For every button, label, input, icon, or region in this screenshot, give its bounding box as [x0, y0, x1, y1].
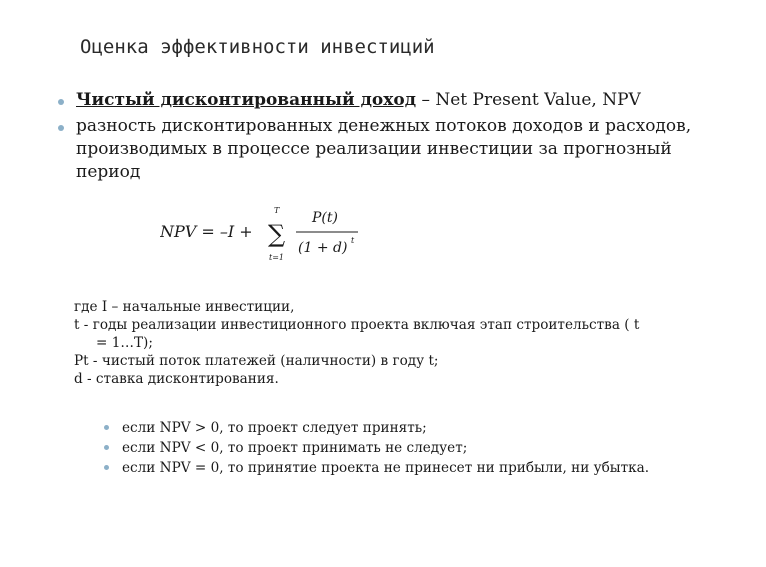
where-line: где I – начальные инвестиции, — [74, 299, 295, 315]
npv-formula — [160, 205, 360, 265]
npv-definition — [76, 115, 691, 184]
definition-line: производимых в процессе реализации инвестиции за прогнозный — [76, 139, 672, 159]
rule-text: если NPV = 0, то принятие проекта не принесет ни прибыли, ни убытка. — [122, 460, 650, 476]
bullet-marker — [58, 99, 64, 105]
sum-symbol: ∑ — [268, 220, 286, 248]
rule-item — [104, 418, 649, 438]
rule-item — [104, 438, 649, 458]
bullet-marker — [104, 445, 109, 450]
decision-rules — [104, 418, 649, 478]
rule-text: если NPV < 0, то проект принимать не следует; — [122, 440, 468, 456]
bullet-marker — [104, 465, 109, 470]
npv-heading-rest: – Net Present Value, NPV — [416, 90, 641, 110]
npv-heading — [76, 89, 641, 112]
formula-exponent: t — [351, 236, 355, 245]
where-line: = 1…T); — [96, 335, 153, 351]
formula-denominator: (1 + d) — [298, 240, 348, 256]
bullet-marker — [58, 125, 64, 131]
rule-text: если NPV > 0, то проект следует принять; — [122, 420, 427, 436]
formula-sum-top: T — [274, 206, 280, 215]
bullet-marker — [104, 425, 109, 430]
definition-line: период — [76, 162, 141, 182]
npv-heading-term: Чистый дисконтированный доход — [76, 90, 417, 110]
where-line: d - ставка дисконтирования. — [74, 371, 279, 387]
formula-sum-bottom: t=1 — [269, 253, 285, 262]
variable-definitions — [74, 298, 639, 388]
formula-lhs: NPV = –I + — [160, 222, 253, 241]
definition-line: разность дисконтированных денежных потоков доходов и расходов, — [76, 116, 692, 136]
formula-numerator: P(t) — [312, 210, 338, 226]
where-line: t - годы реализации инвестиционного проекта включая этап строительства ( t — [74, 317, 640, 333]
where-line: Pt - чистый поток платежей (наличности) в году t; — [74, 353, 439, 369]
slide-title: Оценка эффективности инвестиций — [80, 36, 435, 58]
rule-item — [104, 458, 649, 478]
